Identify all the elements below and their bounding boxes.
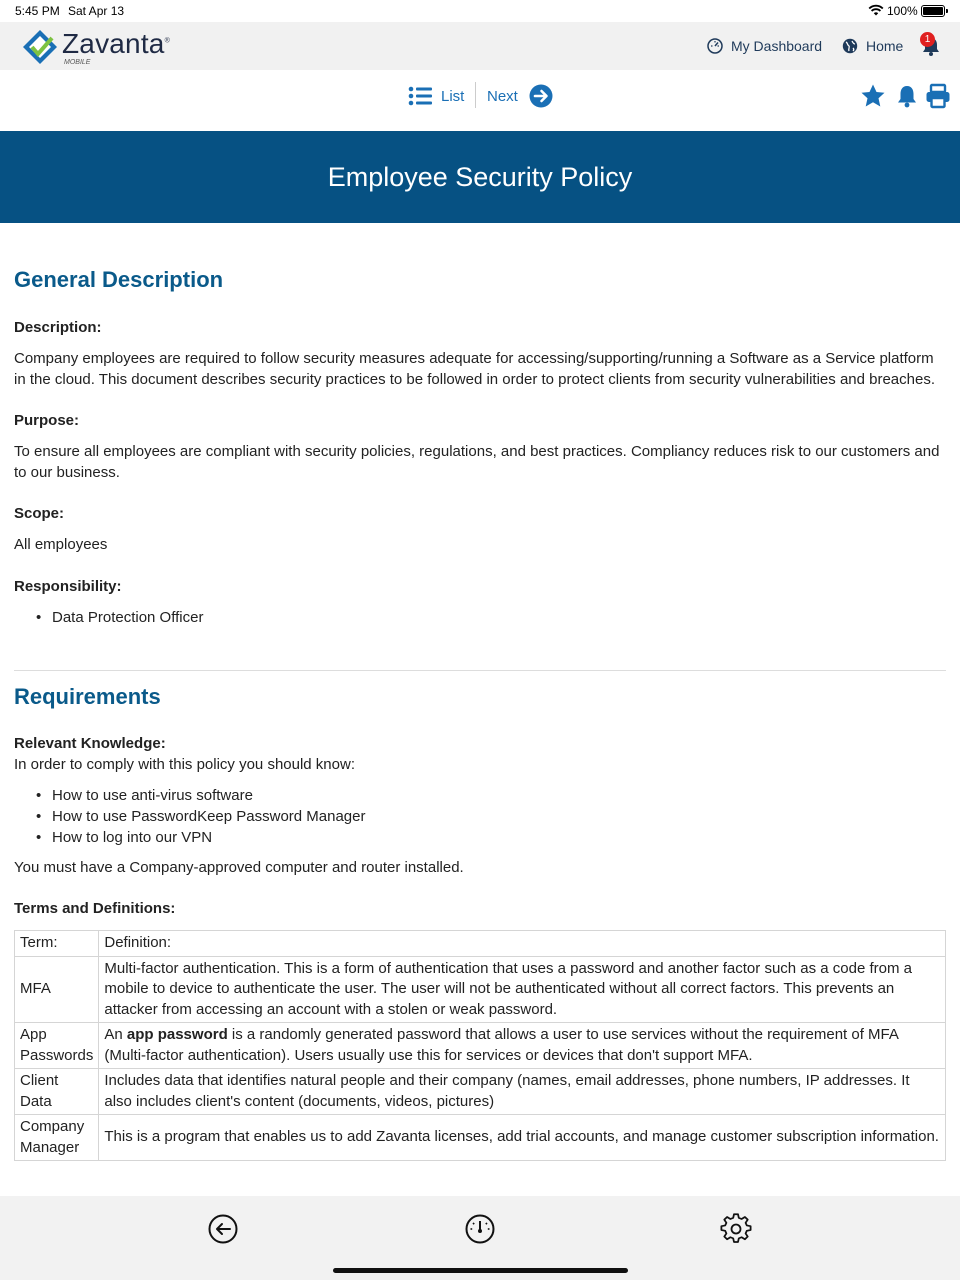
my-dashboard-link[interactable]: [707, 36, 822, 56]
requirements-heading: Requirements: [14, 684, 161, 709]
scope-label: Scope:: [14, 505, 65, 522]
terms-label: Terms and Definitions:: [14, 900, 176, 917]
term-cell: Client Data: [15, 1069, 99, 1115]
table-header-row: [15, 931, 946, 957]
list-item: • How to log into our VPN: [36, 827, 366, 848]
list-item: • Data Protection Officer: [36, 607, 203, 628]
responsibility-label: Responsibility:: [14, 578, 122, 595]
wifi-icon: [868, 4, 884, 16]
bold-term: app password: [126, 1026, 228, 1043]
notification-badge: 1: [920, 32, 935, 47]
table-row: [15, 1023, 946, 1069]
zavanta-logo-icon: [22, 29, 58, 65]
list-item: • How to use PasswordKeep Password Manager: [36, 806, 366, 827]
section-divider: [14, 670, 946, 671]
terms-table: [14, 930, 946, 1161]
term-cell: Company Manager: [15, 1115, 99, 1161]
general-description-heading: General Description: [14, 267, 224, 292]
term-column-header: Term:: [15, 931, 99, 957]
responsibility-list: [36, 607, 203, 628]
table-row: [15, 1069, 946, 1115]
brand-name: Zavanta®: [62, 28, 170, 59]
toolbar-divider: [475, 82, 476, 108]
definition-cell: An app password is a randomly generated password that allows a user to use services without the requirement of MFA (Multi-factor authentication). Users usually use this for services or devices that don't support MFA.: [99, 1023, 946, 1069]
term-cell: MFA: [15, 956, 99, 1023]
list-icon: [408, 86, 432, 106]
print-icon[interactable]: [925, 83, 951, 109]
definition-column-header: Definition:: [99, 931, 946, 957]
knowledge-list: [36, 785, 366, 848]
next-button[interactable]: [487, 83, 553, 109]
star-icon[interactable]: [860, 83, 886, 109]
list-item: • How to use anti-virus software: [36, 785, 366, 806]
table-row: [15, 956, 946, 1023]
dashboard-icon: [707, 38, 723, 54]
definition-cell: This is a program that enables us to add Zavanta licenses, add trial accounts, and manage customer subscription information.: [99, 1115, 946, 1161]
home-indicator[interactable]: [333, 1268, 628, 1273]
purpose-label: Purpose:: [14, 412, 80, 429]
description-label: Description:: [14, 319, 102, 336]
document-toolbar: [0, 70, 960, 131]
home-link[interactable]: [842, 36, 903, 56]
notifications-button[interactable]: [919, 32, 943, 58]
relevant-knowledge-label: Relevant Knowledge:: [14, 735, 166, 752]
description-text: Company employees are required to follow security measures adequate for accessing/supporting/running a Software as a Service platform in the cloud. This document describes security practices to be followed in order to protect clients from security vulnerabilities and breaches.: [14, 350, 936, 388]
page-title: Employee Security Policy: [327, 161, 633, 192]
app-header: [0, 22, 960, 70]
table-row: [15, 1115, 946, 1161]
term-cell: App Passwords: [15, 1023, 99, 1069]
next-label: Next: [487, 87, 518, 105]
definition-cell: Includes data that identifies natural people and their company (names, email addresses, phone numbers, IP addresses. It also includes client's content (documents, videos, pictures): [99, 1069, 946, 1115]
settings-gear-icon[interactable]: [720, 1213, 752, 1245]
battery-icon: [921, 5, 945, 17]
brand-subtitle: MOBILE: [64, 59, 91, 66]
my-dashboard-label: My Dashboard: [731, 38, 823, 54]
arrow-right-circle-icon: [529, 84, 553, 108]
status-date: Sat Apr 13: [68, 4, 125, 18]
definition-cell: Multi-factor authentication. This is a form of authentication that uses a password and another factor such as a code from a mobile to device to authenticate the user. The user will not be authenticated without all correct factors. This prevents an attacker from accessing an account with a stolen or weak password.: [99, 956, 946, 1023]
list-button[interactable]: [408, 84, 464, 108]
zavanta-logo[interactable]: [22, 27, 182, 67]
home-label: Home: [866, 38, 904, 54]
list-label: List: [441, 87, 465, 105]
back-arrow-icon[interactable]: [207, 1213, 239, 1245]
status-time: 5:45 PM: [15, 4, 60, 18]
purpose-text: To ensure all employees are compliant with security policies, regulations, and best practices. Compliancy reduces risk to our customers and to our business.: [14, 443, 940, 481]
hardware-note: You must have a Company-approved computer and router installed.: [14, 859, 464, 876]
dashboard-gauge-icon[interactable]: [464, 1213, 496, 1245]
battery-percent: 100%: [887, 4, 918, 18]
title-banner: [0, 131, 960, 223]
subscribe-bell-icon[interactable]: [894, 83, 920, 109]
scope-text: All employees: [14, 536, 108, 553]
knowledge-intro: In order to comply with this policy you should know:: [14, 756, 355, 773]
status-bar: [0, 0, 960, 22]
globe-icon: [842, 38, 858, 54]
